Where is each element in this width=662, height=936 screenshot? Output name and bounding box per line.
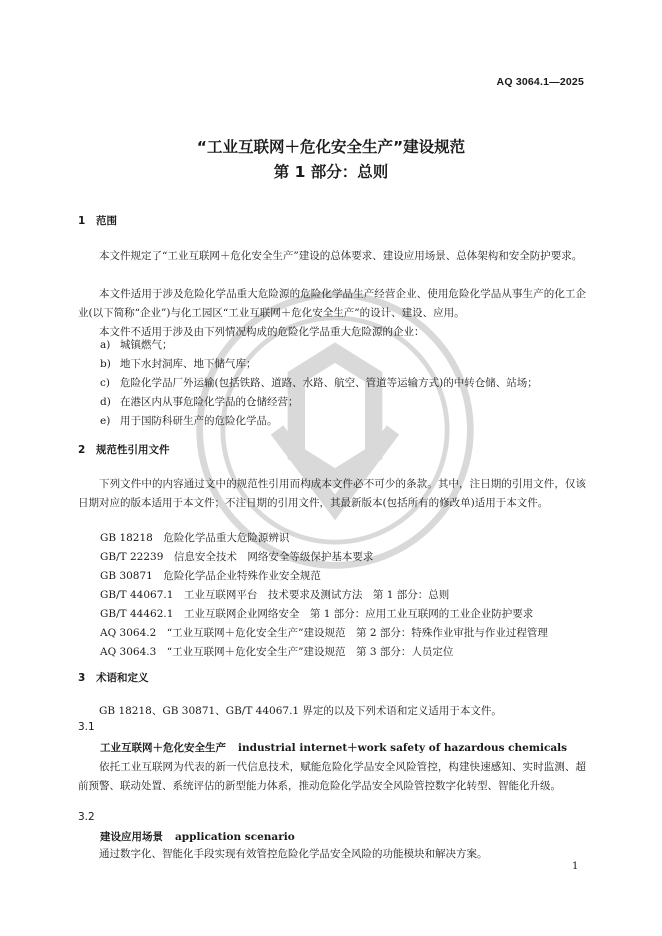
section-3-heading [78, 670, 149, 685]
list-item [100, 374, 538, 393]
term-definition: 通过数字化、智能化手段实现有效管控危险化学品安全风险的功能模块和解决方案。 [99, 848, 488, 860]
list-item [100, 355, 257, 374]
section-title: 范围 [96, 215, 117, 227]
list-text: 城镇燃气； [120, 339, 173, 351]
list-text: 在港区内从事危险化学品的仓储经营； [120, 396, 299, 408]
list-mark: b) [100, 358, 111, 370]
reference-item: GB 18218 危险化学品重大危险源辨识 [100, 532, 290, 544]
paragraph: GB 18218、GB 30871、GB/T 44067.1 界定的以及下列术语和定义适用于本文件。 [99, 705, 502, 717]
term-en: application scenario [175, 831, 295, 843]
clause-number: 3.2 [78, 811, 95, 823]
document-title: “工业互联网＋危化安全生产”建设规范 [196, 138, 466, 156]
reference-item: AQ 3064.2 “工业互联网＋危化安全生产”建设规范 第 2 部分：特殊作业审批与作业过程管理 [100, 627, 548, 639]
list-item [100, 336, 173, 355]
list-text: 用于国防科研生产的危险化学品。 [120, 415, 278, 427]
term-definition: 依托工业互联网为代表的新一代信息技术，赋能危险化学品安全风险管控，构建快速感知、实时监测、超前预警、联动处置、系统评估的新型能力体系，推动危险化学品安全风险管控数字化转型、智能化升级。 [78, 761, 586, 792]
section-number: 3 [78, 672, 86, 684]
page-number: 1 [572, 861, 579, 872]
paragraph: 本文件适用于涉及危险化学品重大危险源的危险化学品生产经营企业、使用危险化学品从事生产的化工企业(以下简称“企业”)与化工园区“工业互联网＋危化安全生产”的设计、建设、应用。 [78, 288, 586, 319]
term-en: industrial internet＋work safety of hazardous chemicals [238, 742, 568, 754]
reference-item: GB 30871 危险化学品企业特殊作业安全规范 [100, 570, 321, 582]
section-number: 1 [78, 215, 86, 227]
standard-id: AQ 3064.1—2025 [496, 76, 584, 88]
section-number: 2 [78, 444, 86, 456]
reference-item: GB/T 44067.1 工业互联网平台 技术要求及测试方法 第 1 部分：总则 [100, 589, 450, 601]
term-entry [100, 829, 295, 844]
section-1-heading [78, 213, 117, 228]
list-mark: c) [100, 377, 110, 389]
list-text: 危险化学品厂外运输(包括铁路、道路、水路、航空、管道等运输方式)的中转仓储、站场； [120, 377, 538, 389]
section-2-heading [78, 442, 170, 457]
list-item [100, 412, 278, 431]
list-text: 地下水封洞库、地下储气库； [120, 358, 257, 370]
term-zh: 建设应用场景 [100, 831, 163, 843]
paragraph: 本文件规定了“工业互联网＋危化安全生产”建设的总体要求、建设应用场景、总体架构和安全防护要求。 [99, 250, 583, 262]
section-title: 规范性引用文件 [96, 444, 170, 456]
list-mark: a) [100, 339, 111, 351]
section-title: 术语和定义 [96, 672, 149, 684]
term-zh: 工业互联网＋危化安全生产 [100, 742, 226, 754]
list-mark: d) [100, 396, 111, 408]
reference-item: GB/T 44462.1 工业互联网企业网络安全 第 1 部分：应用工业互联网的工业企业防护要求 [100, 608, 534, 620]
document-subtitle: 第 1 部分：总则 [273, 163, 389, 181]
paragraph: 下列文件中的内容通过文中的规范性引用而构成本文件必不可少的条款。其中，注日期的引用文件，仅该日期对应的版本适用于本文件；不注日期的引用文件，其最新版本(包括所有的修改单)适用于本文件。 [78, 478, 586, 509]
paragraph: 本文件不适用于涉及由下列情况构成的危险化学品重大危险源的企业： [99, 326, 425, 338]
list-item [100, 393, 299, 412]
clause-number: 3.1 [78, 721, 95, 733]
term-entry [100, 740, 567, 755]
reference-item: GB/T 22239 信息安全技术 网络安全等级保护基本要求 [100, 551, 374, 563]
reference-item: AQ 3064.3 “工业互联网＋危化安全生产”建设规范 第 3 部分：人员定位 [100, 646, 454, 658]
list-mark: e) [100, 415, 111, 427]
